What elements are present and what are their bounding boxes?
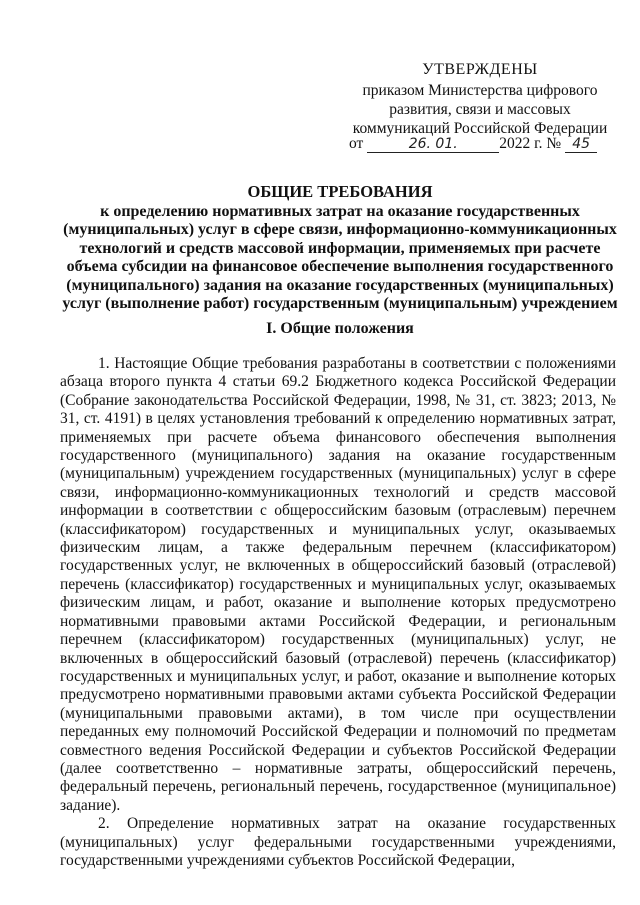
handwritten-number: 45 — [565, 136, 597, 153]
document-body — [60, 355, 616, 870]
approval-line-2: развития, связи и массовых — [389, 101, 571, 118]
approval-line-3: коммуникаций Российской Федерации — [352, 120, 608, 137]
approval-date-line — [349, 135, 619, 153]
paragraph-1: 1. Настоящие Общие требования разработаны в соответствии с положениями абзаца второго пункта 4 статьи 69.2 Бюджетного кодекса Российской Федерации (Собрание законодательства Российской Федерации, 1998, № 31, ст. 3823; 2013, № 31, ст. 4191) в целях установления требований к определению нормативных затрат, применяемых при расчете объема финансового обеспечения выполнения государственного (муниципального) задания на оказание государственным (муниципальным) учреждением государственных (муниципальных) услуг в сфере связи, информационно-коммуникационных технологий и средств массовой информации в соответствии с общероссийским базовым (отраслевым) перечнем (классификатором) государственных и муниципальных услуг, оказываемых физическим лицам, а также федеральным перечнем (классификатором) государственных услуг, не включенных в общероссийский базовый (отраслевой) перечень (классификатор) государственных и муниципальных услуг, оказываемых физическим лицам, и работ, оказание и выполнение которых предусмотрено нормативными правовыми актами Российской Федерации, и региональным перечнем (классификатором) государственных (муниципальных) услуг, не включенных в общероссийский базовый (отраслевой) перечень (классификатор) государственных и муниципальных услуг, и работ, оказание и выполнение которых предусмотрено нормативными правовыми актами субъекта Российской Федерации (муниципальными правовыми актами), в том числе при осуществлении переданных ему полномочий Российской Федерации и полномочий по предметам совместного ведения Российской Федерации и субъектов Российской Федерации (далее соответственно – нормативные затраты, общероссийский перечень, федеральный перечень, региональный перечень, государственное (муниципальное) задание). — [60, 355, 616, 814]
approval-block — [340, 60, 620, 138]
paragraph-2: 2. Определение нормативных затрат на оказание государственных (муниципальных) услуг федеральными государственными учреждениями, государственными учреждениями субъектов Российской Федерации, — [60, 815, 616, 869]
section-heading: I. Общие положения — [266, 320, 414, 337]
from-label: от — [349, 135, 364, 152]
document-title — [60, 183, 620, 314]
handwritten-date: 26. 01. — [367, 136, 499, 153]
approval-heading: УТВЕРЖДЕНЫ — [422, 61, 538, 78]
year-number-label: 2022 г. № — [499, 135, 562, 152]
title-main: ОБЩИЕ ТРЕБОВАНИЯ — [247, 182, 433, 201]
approval-line-1: приказом Министерства цифрового — [362, 82, 598, 99]
title-subtitle: к определению нормативных затрат на оказание государственных (муниципальных) услуг в сфере связи, информационно-коммуникационных технологий и средств массовой информации, применяемых при расчете объема субсидии на финансовое обеспечение выполнения государственного (муниципального) задания на оказание государственных (муниципальных) услуг (выполнение работ) государственным (муниципальным) учреждением — [62, 202, 618, 312]
